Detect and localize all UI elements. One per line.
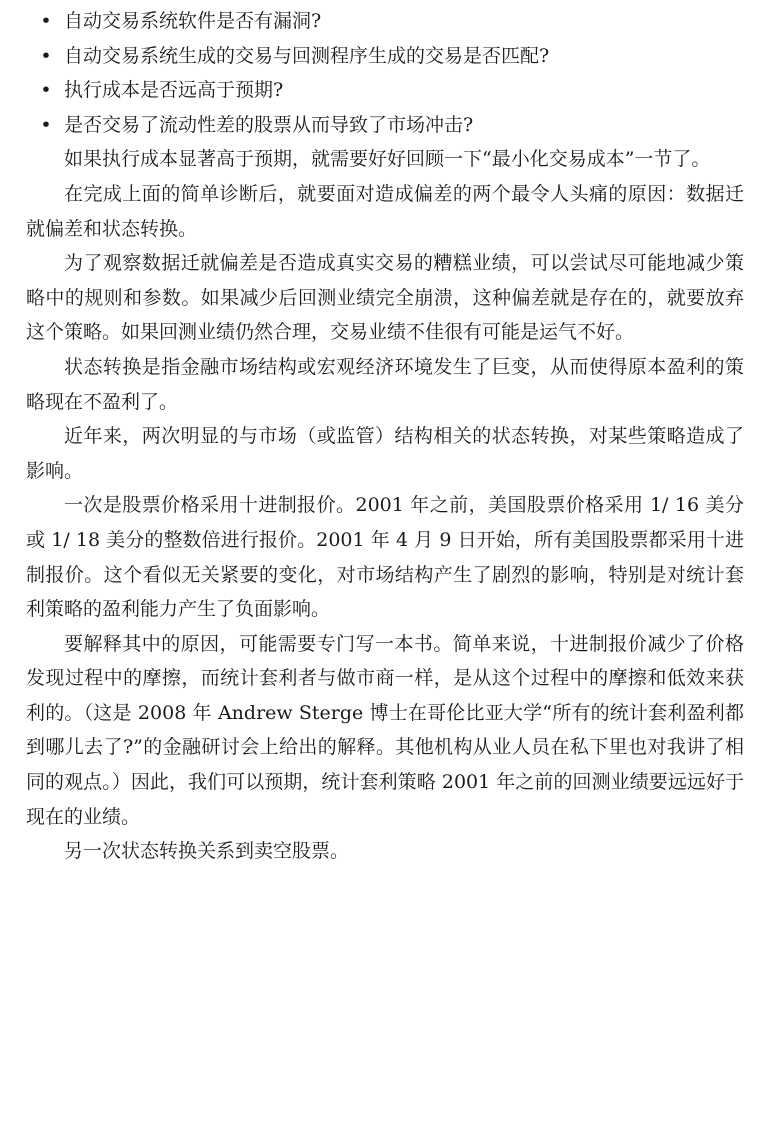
paragraph-execution-cost: 如果执行成本显著高于预期，就需要好好回顾一下“最小化交易成本”一节了。 [64,148,711,171]
list-item [26,4,744,39]
paragraph-short-selling: 另一次状态转换关系到卖空股票。 [64,840,350,863]
list-item-text: 是否交易了流动性差的股票从而导致了市场冲击? [64,113,474,136]
paragraph-decimalization: 一次是股票价格采用十进制报价。2001 年之前，美国股票价格采用 1/ 16 美分或 1/ 18 美分的整数倍进行报价。2001 年 4 月 9 日开始，所有美国股票都采用十进制报价。这个看似无关紧要的变化，对市场结构产生了剧烈的影响，特别是对统计套利策略的盈利能力产生了负面影响。 [26,494,744,621]
paragraph-regime-shift: 状态转换是指金融市场结构或宏观经济环境发生了巨变，从而使得原本盈利的策略现在不盈利了。 [26,355,744,413]
list-item-text: 自动交易系统软件是否有漏洞? [64,10,322,32]
checklist [26,4,744,142]
bullet-dot-icon: • [40,10,52,32]
bullet-dot-icon: • [40,44,52,67]
paragraph-recent-shifts: 近年来，两次明显的与市场（或监管）结构相关的状态转换，对某些策略造成了影响。 [26,425,744,482]
paragraph-explanation: 要解释其中的原因，可能需要专门写一本书。简单来说，十进制报价减少了价格发现过程中的摩擦，而统计套利者与做市商一样，是从这个过程中的摩擦和低效来获利的。（这是 2008 年 Andrew Sterge 博士在哥伦比亚大学“所有的统计套利盈利都到哪儿去了?”的金融研讨会上给出的解释。其他机构从业人员在私下里也对我讲了相同的观点。）因此，我们可以预期，统计套利策略 2001 年之前的回测业绩要远远好于现在的业绩。 [26,632,744,828]
bullet-dot-icon: • [40,113,52,136]
list-item-text: 执行成本是否远高于预期? [64,79,284,102]
paragraph-diagnosis: 在完成上面的简单诊断后，就要面对造成偏差的两个最令人头痛的原因：数据迁就偏差和状态转换。 [26,182,744,240]
list-item-text: 自动交易系统生成的交易与回测程序生成的交易是否匹配? [64,44,550,67]
paragraph-data-snooping: 为了观察数据迁就偏差是否造成真实交易的糟糕业绩，可以尝试尽可能地减少策略中的规则和参数。如果减少后回测业绩完全崩溃，这种偏差就是存在的，就要放弃这个策略。如果回测业绩仍然合理，交易业绩不佳很有可能是运气不好。 [26,252,744,344]
list-item [26,108,744,143]
bullet-dot-icon: • [40,79,52,102]
list-item [26,39,744,74]
list-item [26,73,744,108]
